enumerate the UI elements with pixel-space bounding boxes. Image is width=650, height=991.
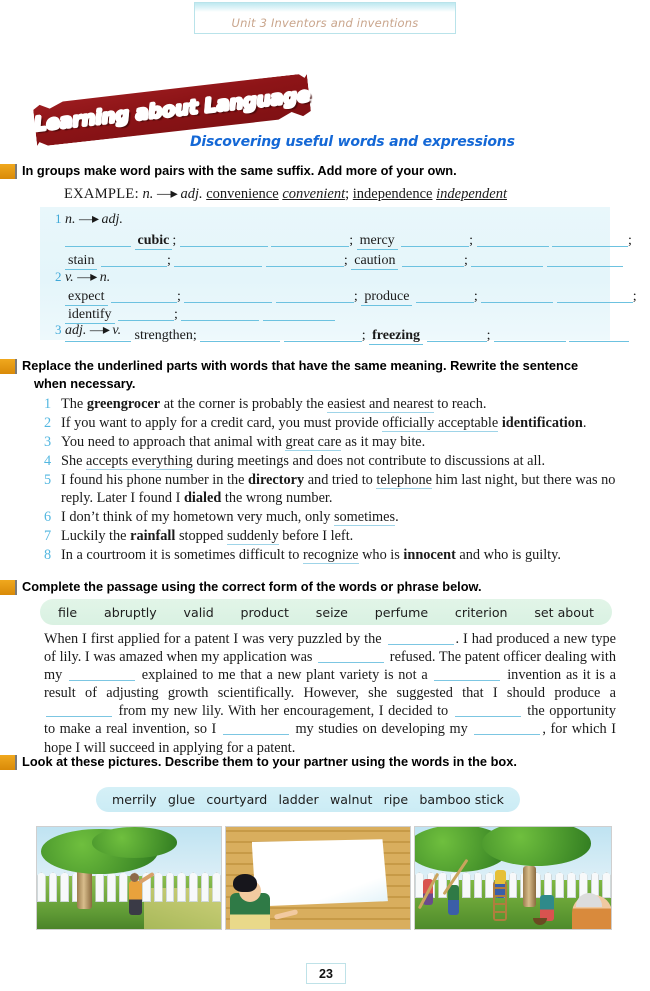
answer-blank[interactable] — [65, 232, 131, 247]
banner-title: Learning about Language — [32, 82, 311, 136]
example-label: EXAMPLE: — [64, 186, 139, 202]
plain-text: during meetings and does not contribute to discussions at all. — [192, 453, 546, 470]
exercise-3-passage[interactable] — [44, 630, 616, 757]
sentence-text — [61, 434, 619, 452]
group-2-label — [55, 269, 110, 286]
given-word-stain: stain — [65, 253, 97, 270]
exercise-4-number — [0, 755, 17, 770]
blank-poster — [252, 839, 388, 906]
plain-text: The — [61, 396, 87, 412]
bold-word: directory — [248, 472, 305, 489]
passage-text: , for which I hope I will succeed in applying for a patent. — [44, 721, 616, 756]
exercise-3-number — [0, 580, 17, 595]
exercise-2-instruction: Replace the underlined parts with words that have the same meaning. Rewrite the sentence when necessary. — [22, 358, 579, 391]
child-figure — [448, 885, 459, 915]
sentence-item — [44, 528, 619, 546]
exercise-3-word: abruptly — [103, 604, 157, 620]
answer-blank[interactable] — [271, 232, 349, 247]
bold-word: dialed — [183, 489, 222, 506]
sentence-number: 5 — [44, 472, 52, 489]
group-2-to-pos: n. — [99, 270, 111, 285]
example-to-pos: adj. — [180, 186, 203, 202]
answer-blank[interactable] — [174, 252, 262, 267]
example-word-2b: independent — [436, 186, 507, 202]
plain-text: stopped — [175, 528, 227, 545]
group-2-from-pos: v. — [65, 270, 74, 285]
group-1-row-1[interactable]: cubic ; ; mercy ; ; — [65, 232, 632, 250]
passage-text: refused. The patent officer dealing with my — [44, 649, 616, 684]
sentence-item — [44, 434, 619, 452]
answer-blank[interactable] — [402, 252, 464, 267]
plain-text: She — [61, 453, 87, 470]
answer-blank[interactable] — [401, 232, 469, 247]
underlined-phrase: officially acceptable — [382, 415, 499, 432]
sentence-number: 8 — [44, 547, 52, 564]
passage-blank[interactable] — [434, 667, 500, 681]
sentence-text — [61, 396, 619, 414]
group-3-row-1[interactable]: strengthen; ; freezing ; — [65, 327, 629, 345]
passage-blank[interactable] — [46, 703, 112, 717]
answer-blank[interactable] — [557, 288, 633, 303]
answer-blank[interactable] — [494, 327, 566, 342]
underlined-phrase: recognize — [302, 547, 359, 564]
arrow-icon: —▸ — [77, 270, 97, 285]
group-2-row-2[interactable]: identify ; — [65, 306, 335, 324]
given-word-freezing: freezing — [369, 328, 423, 345]
answer-blank[interactable] — [111, 288, 177, 303]
passage-text: . I had produced a new type of lily. I was amazed when my application was — [44, 631, 616, 666]
passage-text: the opportunity to make a real invention, so I — [44, 703, 616, 738]
example-word-2a: independence — [352, 186, 433, 202]
exercise-4-word: glue — [167, 792, 196, 807]
answer-blank[interactable] — [266, 252, 344, 267]
header-tint — [195, 3, 455, 12]
exercise-2-sentence-list — [44, 396, 619, 566]
passage-text: When I first applied for a patent I was very puzzled by the — [44, 631, 386, 647]
passage-blank[interactable] — [223, 721, 289, 735]
sentence-item — [44, 396, 619, 414]
passage-blank[interactable] — [388, 631, 454, 645]
bold-word: greengrocer — [86, 396, 161, 412]
sentence-text — [61, 472, 619, 507]
sentence-number: 6 — [44, 509, 52, 526]
exercise-4-word: bamboo stick — [419, 792, 504, 807]
answer-blank[interactable] — [101, 252, 167, 267]
answer-blank[interactable] — [180, 232, 268, 247]
exercise-4-instruction: Look at these pictures. Describe them to your partner using the words in the box. — [22, 754, 517, 769]
exercise-4-word-box — [96, 787, 520, 812]
exercise-4-word: walnut — [329, 792, 373, 807]
exercise-1-example — [64, 186, 507, 203]
given-word-caution: caution — [351, 253, 398, 270]
exercise-1-number — [0, 164, 17, 179]
group-2-number: 2 — [55, 269, 62, 284]
group-1-from-pos: n. — [65, 212, 76, 227]
group-1-number: 1 — [55, 211, 62, 226]
passage-text: my studies on developing my — [290, 721, 473, 738]
plain-text: I don’t think of my hometown very much, only — [61, 509, 334, 526]
exercise-3-word-box — [40, 599, 612, 625]
plain-text: . — [395, 509, 399, 526]
plain-text: You need to approach that animal with — [61, 434, 286, 451]
ladder — [493, 881, 507, 921]
passage-text: from my new lily. With her encouragement, I decided to — [114, 703, 453, 720]
boy-figure — [129, 881, 142, 915]
sentence-text — [61, 547, 619, 565]
group-3-number: 3 — [55, 322, 62, 337]
sentence-item — [44, 472, 619, 507]
answer-blank[interactable] — [416, 288, 474, 303]
plain-text: and tried to — [304, 472, 377, 489]
boy-hair — [233, 874, 257, 892]
sentence-number: 4 — [44, 453, 52, 470]
example-from-pos: n. — [142, 186, 154, 202]
arrow-icon: —▸ — [157, 186, 177, 202]
plain-text: Luckily the — [61, 528, 131, 545]
answer-blank[interactable] — [427, 327, 487, 342]
group-2-row-1[interactable]: expect ; ; produce ; ; — [65, 288, 637, 306]
bold-word: innocent — [403, 547, 456, 564]
underlined-phrase: suddenly — [227, 528, 279, 545]
plain-text: the wrong number. — [221, 489, 333, 506]
passage-blank[interactable] — [69, 667, 135, 681]
sentence-number: 2 — [44, 415, 52, 432]
exercise-4-heading — [0, 753, 650, 771]
answer-blank[interactable] — [569, 327, 629, 342]
sentence-number: 3 — [44, 434, 52, 451]
group-1-row-2[interactable]: stain ; ; caution ; — [65, 252, 623, 270]
answer-blank[interactable] — [471, 252, 543, 267]
exercise-3-word: perfume — [374, 604, 429, 620]
plain-text: . — [582, 415, 587, 432]
section-subtitle: Discovering useful words and expressions — [190, 134, 515, 150]
exercise-2-heading — [0, 357, 650, 393]
plain-text: and who is guilty. — [455, 547, 561, 564]
exercise-3-instruction: Complete the passage using the correct form of the words or phrase below. — [22, 579, 482, 594]
exercise-3-word: seize — [315, 604, 348, 620]
underlined-phrase: easiest and nearest — [327, 396, 434, 412]
picture-boy-under-tree — [36, 826, 222, 930]
exercise-4-word: courtyard — [206, 792, 268, 807]
sentence-text — [61, 509, 619, 527]
sentence-text — [61, 528, 619, 546]
passage-text: explained to me that a new plant variety is not a — [137, 667, 433, 684]
plain-text: him last night, but there was no reply. Later I found I — [61, 472, 616, 506]
sentence-item — [44, 547, 619, 565]
given-word-produce: produce — [361, 289, 412, 306]
bold-word: rainfall — [130, 528, 176, 545]
plain-text: If you want to apply for a credit card, you must provide — [61, 415, 383, 432]
page-number: 23 — [306, 963, 346, 984]
given-word-identify: identify — [65, 307, 115, 324]
picture-boy-pointing-poster — [225, 826, 411, 930]
exercise-3-word: set about — [534, 604, 594, 620]
exercise-3-heading — [0, 578, 650, 596]
answer-blank[interactable] — [552, 232, 628, 247]
answer-blank[interactable] — [477, 232, 549, 247]
underlined-phrase: great care — [285, 434, 342, 451]
picture-children-harvesting-walnuts — [414, 826, 612, 930]
sentence-item — [44, 453, 619, 471]
plain-text: before I left. — [278, 528, 354, 545]
exercise-4-word: ladder — [278, 792, 319, 807]
underlined-phrase: telephone — [376, 472, 432, 489]
running-header-title: Unit 3 Inventors and inventions — [231, 15, 419, 30]
exercise-1-answer-panel — [40, 207, 637, 340]
given-word-cubic: cubic — [135, 233, 173, 250]
answer-blank[interactable] — [181, 306, 259, 321]
passage-blank[interactable] — [318, 649, 384, 663]
exercise-3-word: criterion — [454, 604, 508, 620]
passage-blank[interactable] — [474, 721, 540, 735]
answer-blank[interactable] — [547, 252, 623, 267]
group-3-to-pos: v. — [112, 323, 122, 338]
exercise-3-word: file — [58, 604, 78, 620]
group-3-from-pos: adj. — [65, 323, 87, 338]
answer-blank[interactable] — [200, 327, 280, 342]
bold-word: identification — [501, 415, 583, 432]
plain-text: as it may bite. — [341, 434, 426, 451]
example-word-1b: convenient — [282, 186, 346, 202]
arrow-icon: —▸ — [89, 323, 109, 338]
answer-blank[interactable] — [118, 306, 174, 321]
plain-text: to reach. — [433, 396, 487, 412]
sentence-number: 7 — [44, 528, 52, 545]
answer-blank[interactable] — [276, 288, 354, 303]
answer-blank[interactable] — [481, 288, 553, 303]
exercise-4-picture-strip — [36, 826, 614, 930]
sentence-text — [61, 415, 619, 433]
exercise-2-number — [0, 359, 17, 374]
given-word-expect: expect — [65, 289, 108, 306]
exercise-3-word: product — [240, 604, 289, 620]
passage-text: invention as it is a result of adjusting growth scientifically. However, she suggested that I should produce a — [44, 667, 617, 702]
sentence-item — [44, 509, 619, 527]
underlined-phrase: accepts everything — [86, 453, 193, 470]
plain-text: at the corner is probably the — [160, 396, 328, 412]
plain-text: who is — [358, 547, 404, 564]
exercise-3-word: valid — [183, 604, 214, 620]
group-1-to-pos: adj. — [101, 212, 123, 227]
answer-blank[interactable] — [184, 288, 272, 303]
running-header — [194, 2, 456, 34]
group-1-label — [55, 211, 123, 228]
underlined-phrase: sometimes — [333, 509, 396, 526]
answer-blank[interactable] — [65, 327, 131, 342]
exercise-1-instruction: In groups make word pairs with the same suffix. Add more of your own. — [22, 163, 457, 178]
exercise-4-word: ripe — [383, 792, 409, 807]
kneeling-child — [540, 895, 554, 921]
given-word-strengthen: strengthen — [134, 328, 193, 343]
example-word-1a: convenience — [206, 186, 279, 202]
plain-text: I found his phone number in the — [61, 472, 249, 489]
sentence-item — [44, 415, 619, 433]
exercise-1-heading — [0, 162, 650, 180]
answer-blank[interactable] — [284, 327, 362, 342]
sentence-text — [61, 453, 619, 471]
arrow-icon: —▸ — [79, 212, 99, 227]
tree-trunk — [523, 866, 536, 907]
answer-blank[interactable] — [263, 306, 335, 321]
given-word-mercy: mercy — [357, 233, 398, 250]
example-separator: ; — [345, 186, 350, 202]
passage-blank[interactable] — [455, 703, 521, 717]
sentence-number: 1 — [44, 396, 52, 412]
exercise-4-word: merrily — [112, 792, 157, 807]
plain-text: In a courtroom it is sometimes difficult to — [61, 547, 303, 564]
tree-canopy — [92, 827, 177, 858]
